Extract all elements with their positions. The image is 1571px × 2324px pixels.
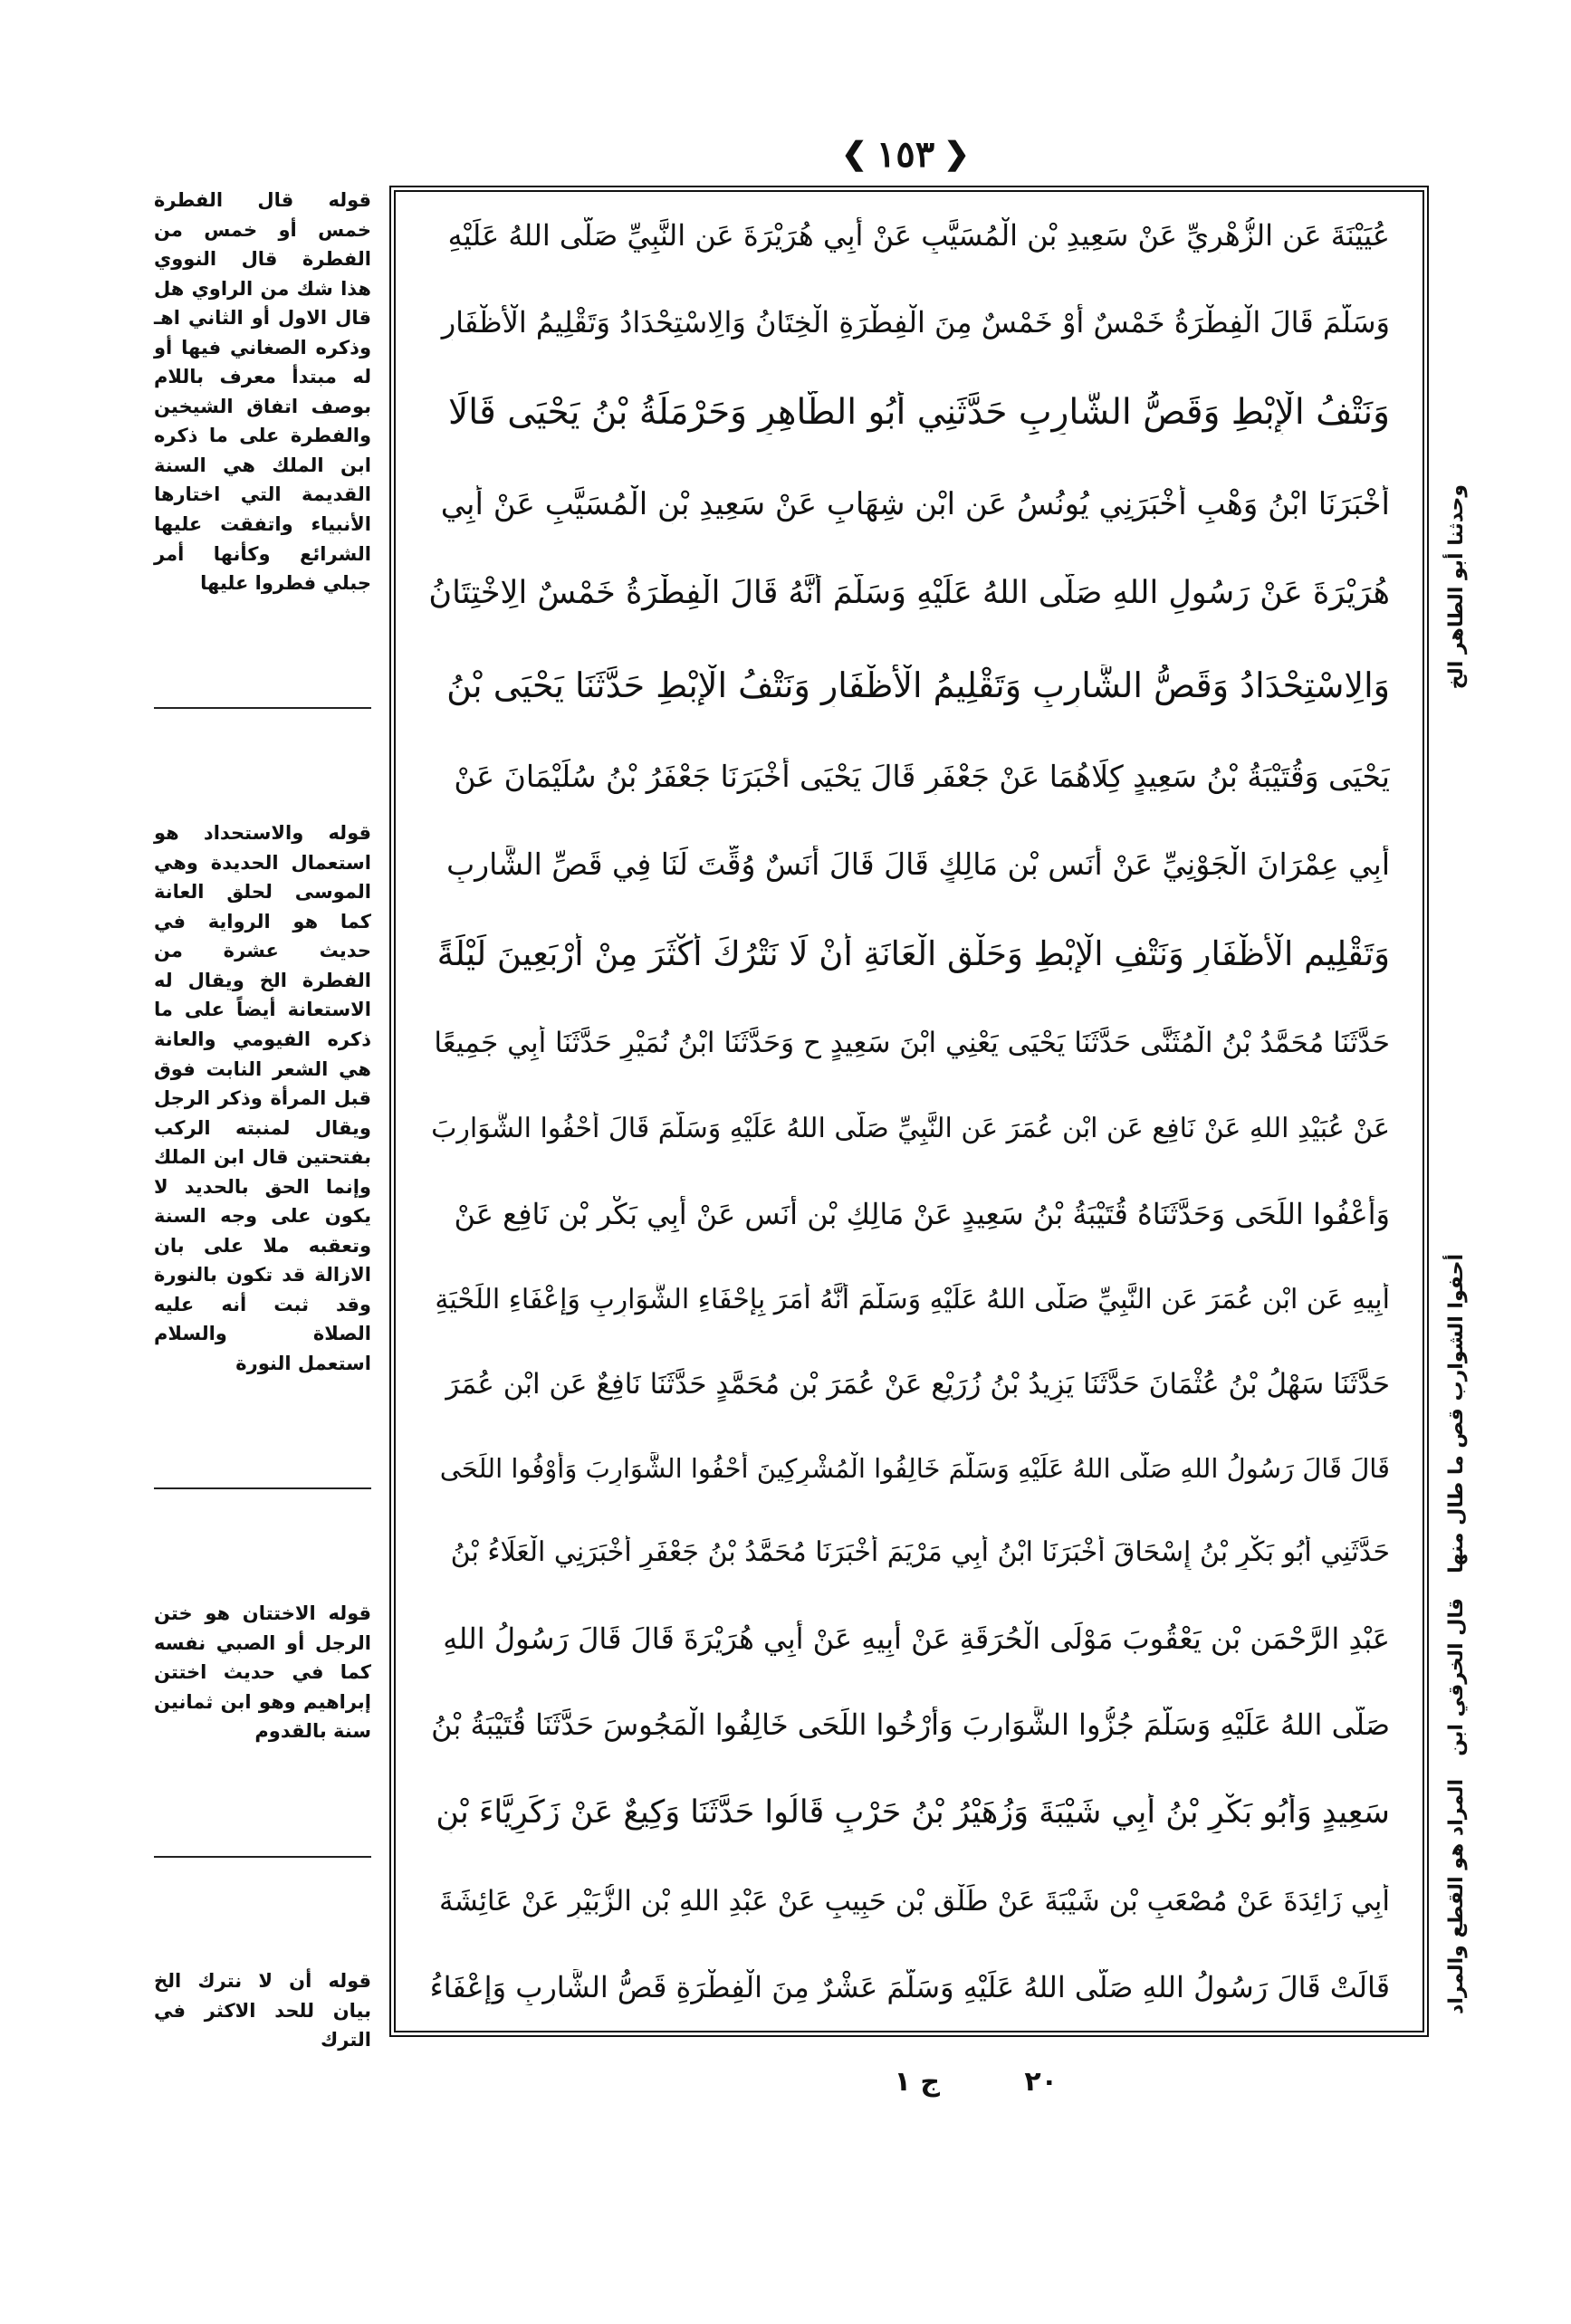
main-text-line: وَأَعْفُوا اللِّحَى وَحَدَّثَنَاهُ قُتَيْبَةُ بْنُ سَعِيدٍ عَنْ مَالِكِ بْنِ أَنَسٍ عَنْ أَبِي بَكْرِ بْنِ نَافِعٍ عَنْ — [454, 1196, 1390, 1231]
main-text-frame — [389, 186, 1429, 2037]
commentary-note: قوله الاختتان هو ختن الرجل أو الصبي نفسه كما في حديث اختتن إبراهيم وهو ابن ثمانين سنة بالقدوم — [154, 1602, 371, 1743]
footer-volume: ج ١ — [894, 2066, 940, 2098]
main-text-line: أَبِي عِمْرَانَ الْجَوْنِيِّ عَنْ أَنَسِ بْنِ مَالِكٍ قَالَ قَالَ أَنَسٌ وُقِّتَ لَنَا فِي قَصِّ الشَّارِبِ — [446, 846, 1390, 882]
main-text-line: أَبِيهِ عَنِ ابْنِ عُمَرَ عَنِ النَّبِيِّ صَلَّى اللهُ عَلَيْهِ وَسَلَّمَ أَنَّهُ أَمَرَ بِإِحْفَاءِ الشَّوَارِبِ وَإِعْفَاءِ اللِّحْيَةِ — [435, 1283, 1390, 1315]
main-text-line: وَالِاسْتِحْدَادُ وَقَصُّ الشَّارِبِ وَتَقْلِيمُ الْأَظْفَارِ وَنَتْفُ الْإِبْطِ حَدَّثَنَا يَحْيَى بْنُ — [446, 665, 1390, 705]
commentary-column — [154, 186, 371, 2055]
main-text-line: سَعِيدٍ وَأَبُو بَكْرِ بْنُ أَبِي شَيْبَةَ وَزُهَيْرُ بْنُ حَرْبٍ قَالُوا حَدَّثَنَا وَكِيعٌ عَنْ زَكَرِيَّاءَ بْنِ — [436, 1794, 1390, 1831]
main-text-line: قَالَ قَالَ رَسُولُ اللهِ صَلَّى اللهُ عَلَيْهِ وَسَلَّمَ خَالِفُوا الْمُشْرِكِينَ أَحْفُوا الشَّوَارِبَ وَأَوْفُوا اللِّحَى — [439, 1453, 1390, 1485]
note-divider — [154, 1856, 371, 1858]
main-text-line: عُيَيْنَةَ عَنِ الزُّهْرِيِّ عَنْ سَعِيدِ بْنِ الْمُسَيَّبِ عَنْ أَبِي هُرَيْرَةَ عَنِ النَّبِيِّ صَلَّى اللهُ عَلَيْهِ — [447, 218, 1390, 253]
main-text-line: أَخْبَرَنَا ابْنُ وَهْبٍ أَخْبَرَنِي يُونُسُ عَنِ ابْنِ شِهَابٍ عَنْ سَعِيدِ بْنِ الْمُسَيَّبِ عَنْ أَبِي — [440, 486, 1390, 522]
main-text-line: عَنْ عُبَيْدِ اللهِ عَنْ نَافِعٍ عَنِ ابْنِ عُمَرَ عَنِ النَّبِيِّ صَلَّى اللهُ عَلَيْهِ وَسَلَّمَ قَالَ أَحْفُوا الشَّوَارِبَ — [431, 1112, 1390, 1144]
ornament-left-icon: ❯ — [841, 136, 867, 172]
footer-number: ٢٠ — [1024, 2066, 1058, 2098]
main-text-line: وَتَقْلِيمِ الْأَظْفَارِ وَنَتْفِ الْإِبْطِ وَحَلْقِ الْعَانَةِ أَنْ لَا نَتْرُكَ أَكْثَرَ مِنْ أَرْبَعِينَ لَيْلَةً — [436, 934, 1390, 973]
main-text-line: قَالَتْ قَالَ رَسُولُ اللهِ صَلَّى اللهُ عَلَيْهِ وَسَلَّمَ عَشْرٌ مِنَ الْفِطْرَةِ قَصُّ الشَّارِبِ وَإِعْفَاءُ — [429, 1970, 1390, 2004]
main-text-lines — [428, 217, 1390, 2005]
page-number: ١٥٣ — [876, 132, 935, 176]
commentary-note: قوله أن لا نترك الخ بيان للحد الاكثر في الترك — [154, 1970, 371, 2051]
commentary-note: قوله قال الفطرة خمس أو خمس من الفطرة قال النووي هذا شك من الراوي هل قال الاول أو الثاني اهـ وذكره الصغاني فيها أو له مبتدأ معرف باللام بوصف اتفاق الشيخين والفطرة على ما ذكره ابن الملك هي السنة القديمة التي اختارها الأنبياء واتفقت عليها الشرائع وكأنها أمر جبلي فطروا عليها — [154, 189, 371, 595]
margin-note-1: وحدثنا أبو الطاهر الخ — [1445, 484, 1468, 690]
margin-note-2: أحفوا الشوارب قص ما طال منها — [1445, 1254, 1468, 1573]
main-text-line: حَدَّثَنَا سَهْلُ بْنُ عُثْمَانَ حَدَّثَنَا يَزِيدُ بْنُ زُرَيْعٍ عَنْ عُمَرَ بْنِ مُحَمَّدٍ حَدَّثَنَا نَافِعٌ عَنِ ابْنِ عُمَرَ — [445, 1367, 1390, 1401]
main-text-line: وَسَلَّمَ قَالَ الْفِطْرَةُ خَمْسٌ أَوْ خَمْسٌ مِنَ الْفِطْرَةِ الْخِتَانُ وَالِاسْتِحْدَادُ وَتَقْلِيمُ الْأَظْفَارِ — [441, 304, 1390, 340]
note-divider — [154, 707, 371, 709]
main-text-line: صَلَّى اللهُ عَلَيْهِ وَسَلَّمَ جُزُّوا الشَّوَارِبَ وَأَرْخُوا اللِّحَى خَالِفُوا الْمَجُوسَ حَدَّثَنَا قُتَيْبَةُ بْنُ — [431, 1707, 1390, 1743]
main-text-line: وَنَتْفُ الْإِبْطِ وَقَصُّ الشَّارِبِ حَدَّثَنِي أَبُو الطَّاهِرِ وَحَرْمَلَةُ بْنُ يَحْيَى قَالَا — [448, 391, 1390, 433]
margin-note-4: المراد هو القطع والمراد — [1445, 1779, 1468, 2014]
right-margin-notes — [1438, 186, 1492, 2037]
page-header — [797, 127, 1014, 181]
main-text-line: يَحْيَى وَقُتَيْبَةُ بْنُ سَعِيدٍ كِلَاهُمَا عَنْ جَعْفَرٍ قَالَ يَحْيَى أَخْبَرَنَا جَعْفَرُ بْنُ سُلَيْمَانَ عَنْ — [454, 759, 1390, 794]
main-text-line: حَدَّثَنِي أَبُو بَكْرِ بْنُ إِسْحَاقَ أَخْبَرَنَا ابْنُ أَبِي مَرْيَمَ أَخْبَرَنَا مُحَمَّدُ بْنُ جَعْفَرٍ أَخْبَرَنِي الْعَلَاءُ بْنُ — [450, 1536, 1390, 1569]
commentary-note: قوله والاستحداد هو استعمال الحديدة وهي الموسى لحلق العانة كما هو الرواية في حديث عشرة من الفطرة الخ ويقال له الاستعانة أيضاً على ما ذكره الفيومي والعانة هي الشعر النابت فوق قبل المرأة وذكر الرجل ويقال لمنبته الركب بفتحتين قال ابن الملك وإنما الحق بالحديد لا يكون على وجه السنة وتعقبه ملا على بان الازالة قد تكون بالنورة وقد ثبت أنه عليه الصلاة والسلام استعمل النورة — [154, 822, 371, 1374]
main-text-line: أَبِي زَائِدَةَ عَنْ مُصْعَبِ بْنِ شَيْبَةَ عَنْ طَلْقِ بْنِ حَبِيبٍ عَنْ عَبْدِ اللهِ بْنِ الزُّبَيْرِ عَنْ عَائِشَةَ — [439, 1884, 1390, 1918]
margin-note-3: قال الخرقي ابن — [1445, 1598, 1468, 1756]
main-text-line: هُرَيْرَةَ عَنْ رَسُولِ اللهِ صَلَّى اللهُ عَلَيْهِ وَسَلَّمَ أَنَّهُ قَالَ الْفِطْرَةُ خَمْسٌ الِاخْتِتَانُ — [428, 575, 1390, 612]
ornament-right-icon: ❮ — [944, 136, 970, 172]
page-footer — [389, 2066, 1429, 2102]
main-text-line: حَدَّثَنَا مُحَمَّدُ بْنُ الْمُثَنَّى حَدَّثَنَا يَحْيَى يَعْنِي ابْنَ سَعِيدٍ ح وَحَدَّثَنَا ابْنُ نُمَيْرٍ حَدَّثَنَا أَبِي جَمِيعًا — [434, 1027, 1390, 1059]
main-text-line: عَبْدِ الرَّحْمَنِ بْنِ يَعْقُوبَ مَوْلَى الْحُرَقَةِ عَنْ أَبِيهِ عَنْ أَبِي هُرَيْرَةَ قَالَ قَالَ رَسُولُ اللهِ — [443, 1621, 1390, 1656]
note-divider — [154, 1487, 371, 1489]
